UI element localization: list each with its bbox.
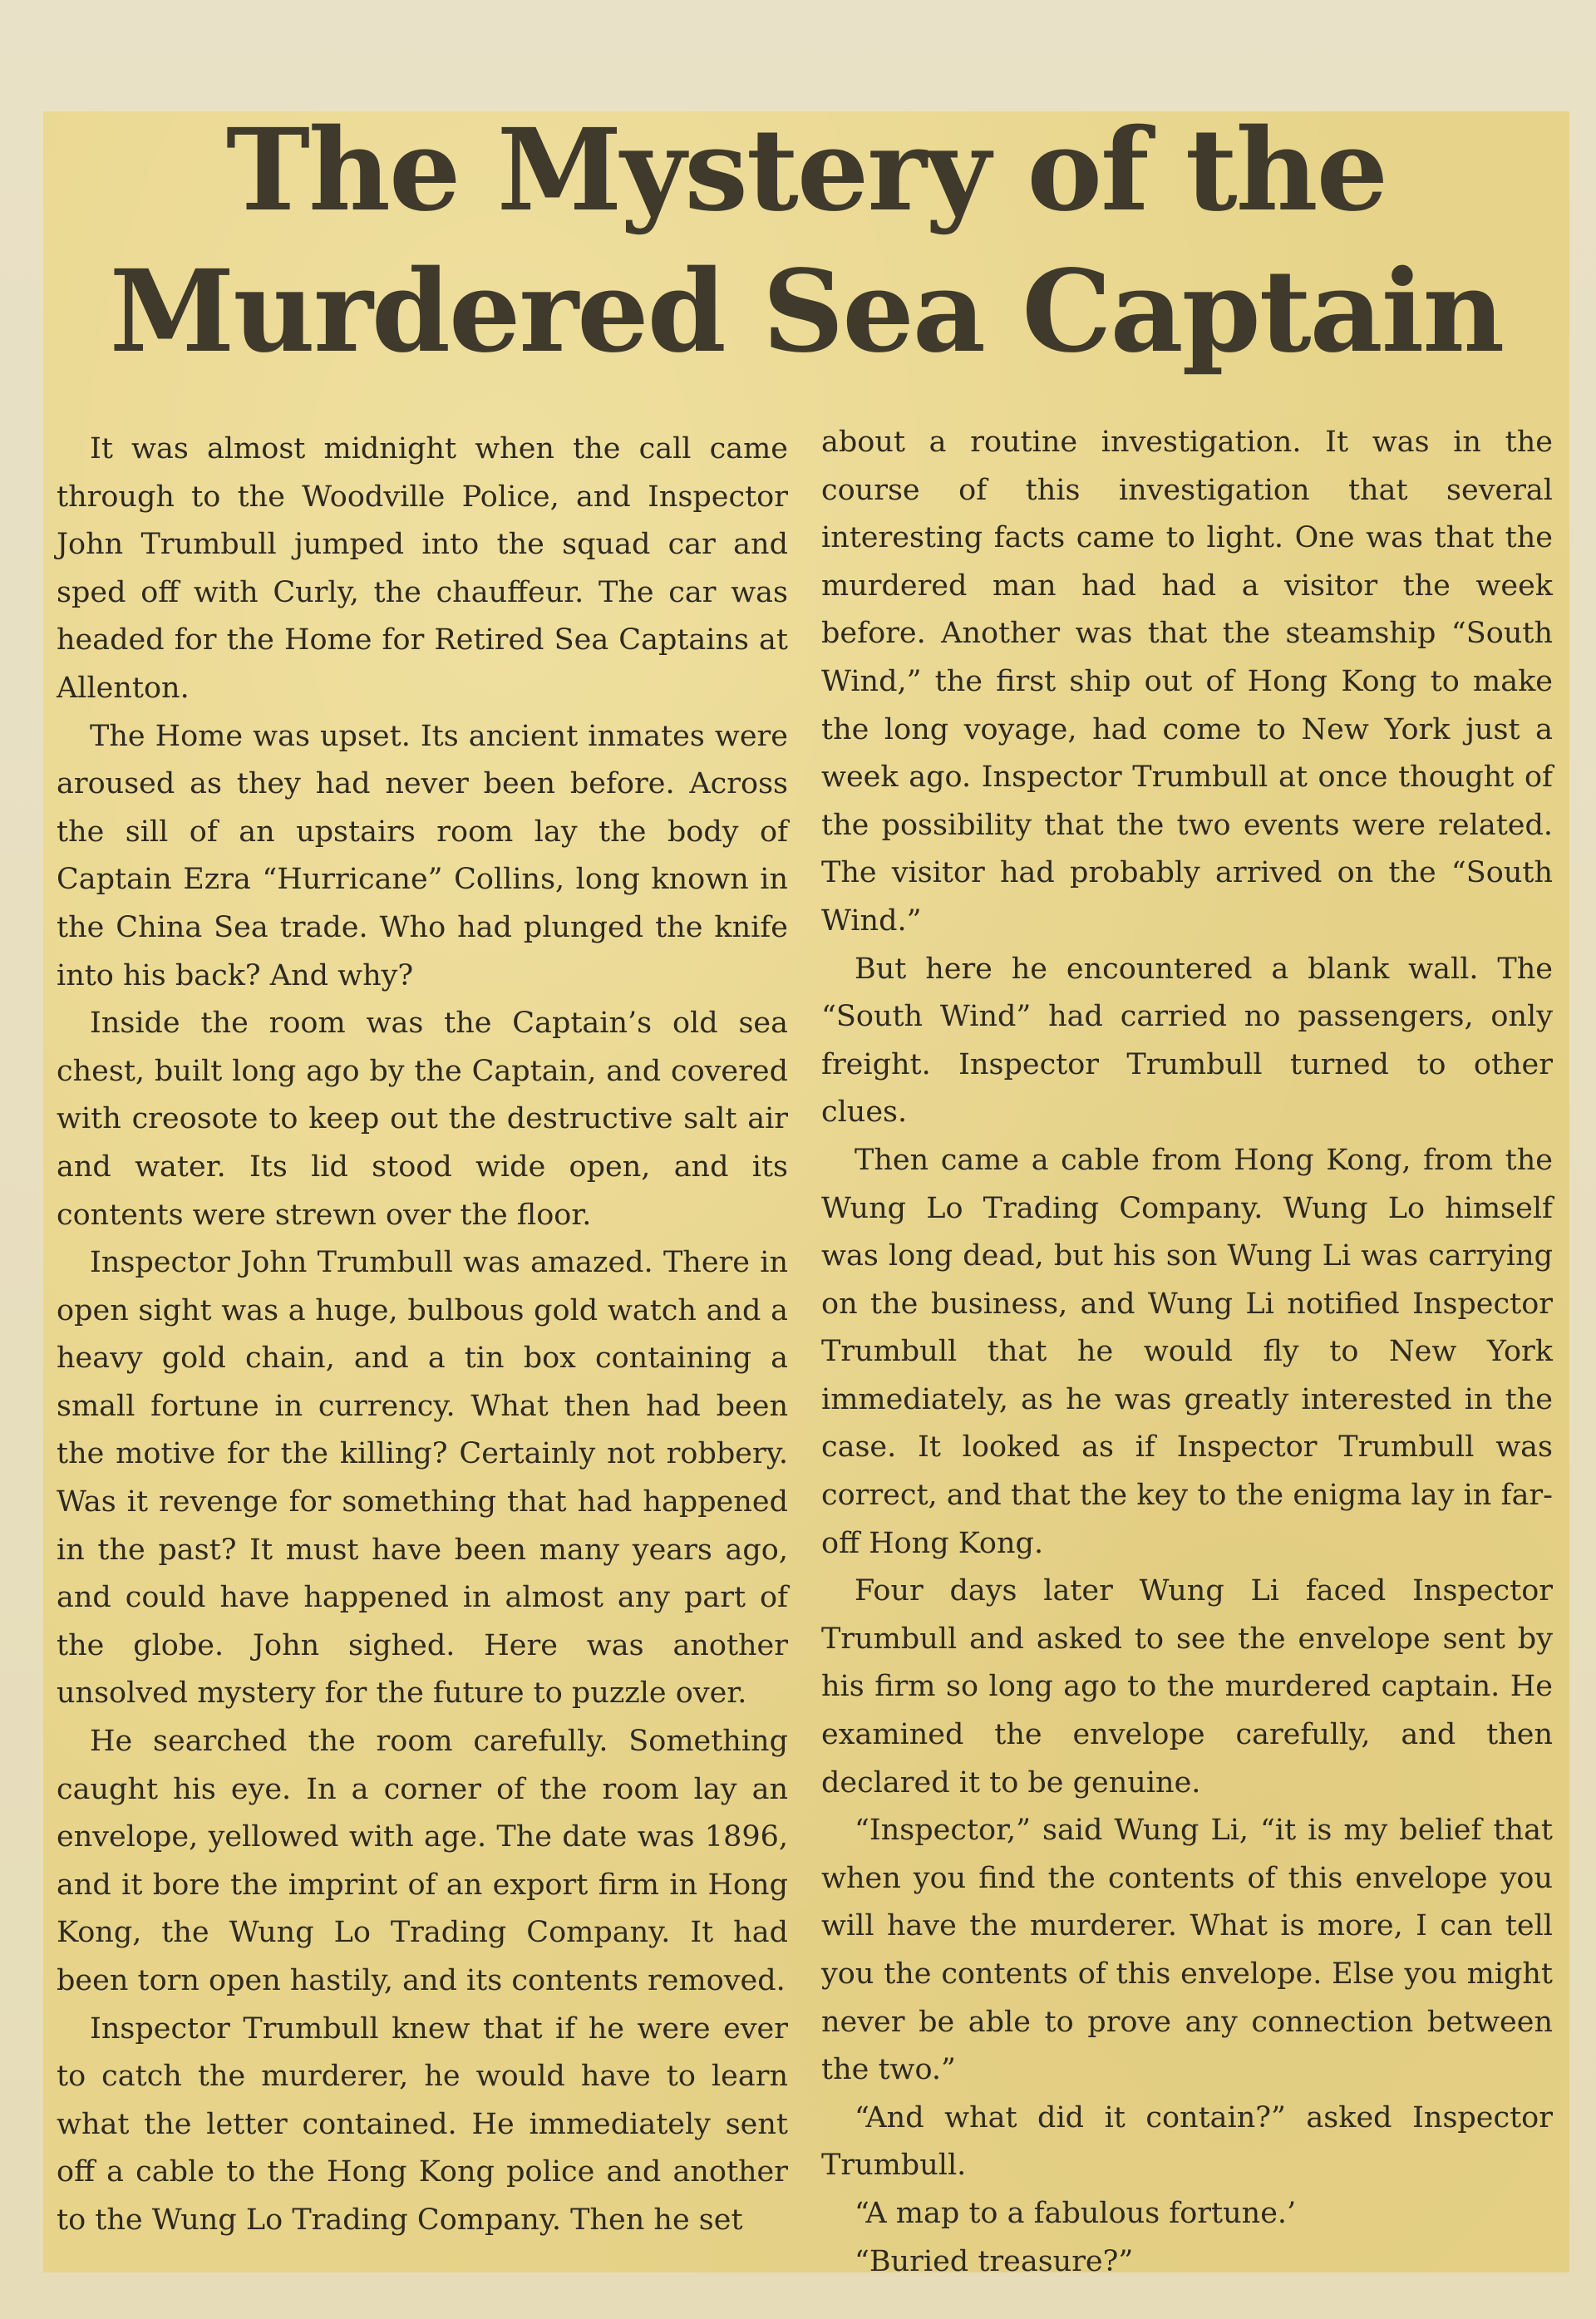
article-body [57, 426, 1553, 2287]
paragraph: It was almost midnight when the call came through to the Woodville Police, and Inspector John Trumbull jumped into the squad car and sped off with Curly, the chauffeur. The car was headed for the Home for Retired Sea Captains at Allenton. [57, 432, 788, 705]
paragraph: Inspector Trumbull knew that if he were ever to catch the murderer, he would have to learn what the letter contained. He immediately sent off a cable to the Hong Kong police and another to the Wung Lo Trading Company. Then he set [57, 2011, 788, 2237]
right-column [821, 419, 1553, 2286]
paragraph: The Home was upset. Its ancient inmates were aroused as they had never been before. Across the sill of an upstairs room lay the body of Captain Ezra “Hurricane” Collins, long known in the China Sea trade. Who had plunged the knife into his back? And why? [57, 719, 788, 992]
paragraph: “Buried treasure?” [855, 2244, 1134, 2278]
paragraph: “A map to a fabulous fortune.’ [855, 2196, 1297, 2230]
paragraph: “And what did it contain?” asked Inspector Trumbull. [821, 2100, 1553, 2183]
left-column [57, 426, 788, 2245]
title-line-1: The Mystery of the [225, 104, 1387, 237]
paragraph: Then came a cable from Hong Kong, from the Wung Lo Trading Company. Wung Lo himself was long dead, but his son Wung Li was carrying on the business, and Wung Li notified Inspector Trumbull that he would fly to New York immediately, as he was greatly interested in the case. It looked as if Inspector Trumbull was correct, and that the key to the enigma lay in far-off Hong Kong. [821, 1143, 1553, 1560]
title-line-2: Murdered Sea Captain [109, 245, 1504, 378]
paragraph: But here he encountered a blank wall. The “South Wind” had carried no passengers, only freight. Inspector Trumbull turned to other clues. [821, 952, 1553, 1130]
paragraph: Four days later Wung Li faced Inspector Trumbull and asked to see the envelope sent by his firm so long ago to the murdered captain. He examined the envelope carefully, and then declared it to be genuine. [821, 1574, 1553, 1800]
paragraph: Inspector John Trumbull was amazed. There in open sight was a huge, bulbous gold watch and a heavy gold chain, and a tin box containing a small fortune in currency. What then had been the motive for the killing? Certainly not robbery. Was it revenge for something that had happened in the past? It must have been many years ago, and could have happened in almost any part of the globe. John sighed. Here was another unsolved mystery for the future to puzzle over. [57, 1246, 788, 1711]
paragraph: Inside the room was the Captain’s old sea chest, built long ago by the Captain, and covered with creosote to keep out the destructive salt air and water. Its lid stood wide open, and its contents were strewn over the floor. [57, 1007, 788, 1232]
page-title [43, 100, 1569, 382]
paragraph: He searched the room carefully. Something caught his eye. In a corner of the room lay an envelope, yellowed with age. The date was 1896, and it bore the imprint of an export firm in Hong Kong, the Wung Lo Trading Company. It had been torn open hastily, and its contents removed. [57, 1725, 788, 1997]
paragraph: “Inspector,” said Wung Li, “it is my belief that when you find the contents of this envelope you will have the murderer. What is more, I can tell you the contents of this envelope. Else you might never be able to prove any connection between the two.” [821, 1814, 1553, 2087]
paragraph-continued: about a routine investigation. It was in the course of this investigation that several interesting facts came to light. One was that the murdered man had had a visitor the week before. Another was that the steamship “South Wind,” the first ship out of Hong Kong to make the long voyage, had come to New York just a week ago. Inspector Trumbull at once thought of the possibility that the two events were related. The visitor had probably arrived on the “South Wind.” [821, 426, 1553, 938]
